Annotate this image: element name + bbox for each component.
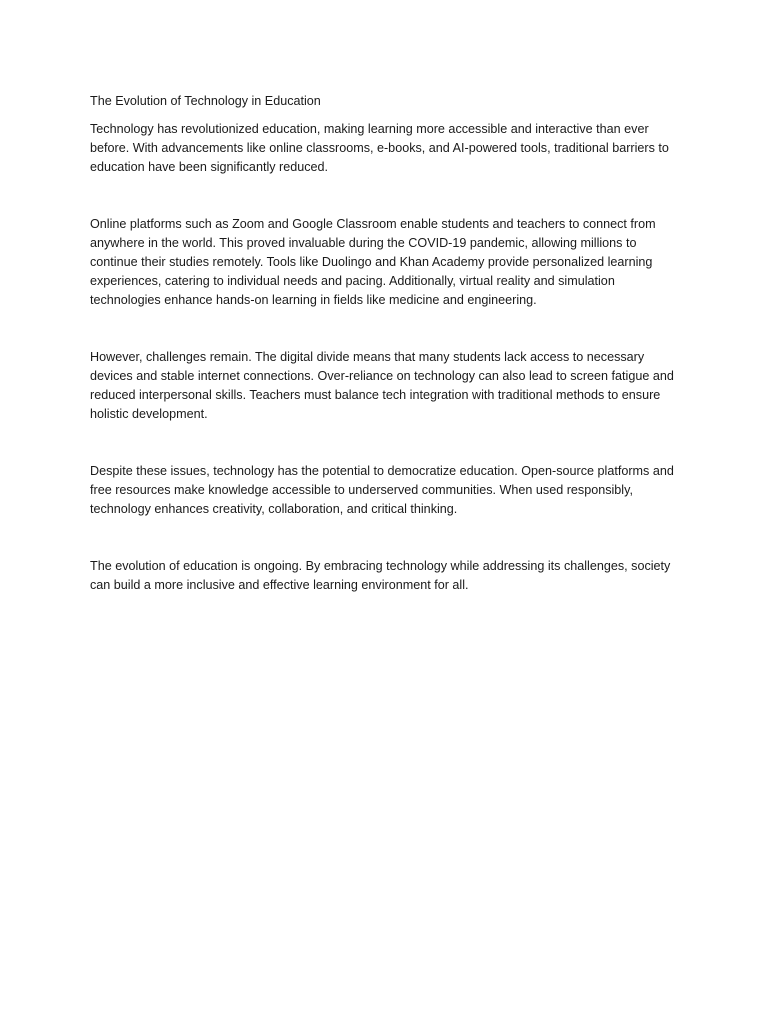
paragraph-conclusion: The evolution of education is ongoing. By embracing technology while addressing its challenges, society can build a more inclusive and effective learning environment for all.: [90, 559, 671, 592]
paragraph-intro: Technology has revolutionized education, making learning more accessible and interactive than ever before. With advancements like online classrooms, e-books, and AI-powered tools, traditional barriers to education have been significantly reduced.: [90, 122, 669, 174]
paragraph-challenges: However, challenges remain. The digital divide means that many students lack access to necessary devices and stable internet connections. Over-reliance on technology can also lead to screen fatigue and reduced interpersonal skills. Teachers must balance tech integration with traditional methods to ensure holistic development.: [90, 350, 674, 421]
document-body: [90, 92, 686, 595]
document-title: The Evolution of Technology in Education: [90, 94, 321, 108]
paragraph-online-platforms: Online platforms such as Zoom and Google Classroom enable students and teachers to connect from anywhere in the world. This proved invaluable during the COVID-19 pandemic, allowing millions to continue their studies remotely. Tools like Duolingo and Khan Academy provide personalized learning experiences, catering to individual needs and pacing. Additionally, virtual reality and simulation technologies enhance hands-on learning in fields like medicine and engineering.: [90, 217, 656, 307]
paragraph-democratize: Despite these issues, technology has the potential to democratize education. Open-source platforms and free resources make knowledge accessible to underserved communities. When used responsibly, technology enhances creativity, collaboration, and critical thinking.: [90, 464, 674, 516]
